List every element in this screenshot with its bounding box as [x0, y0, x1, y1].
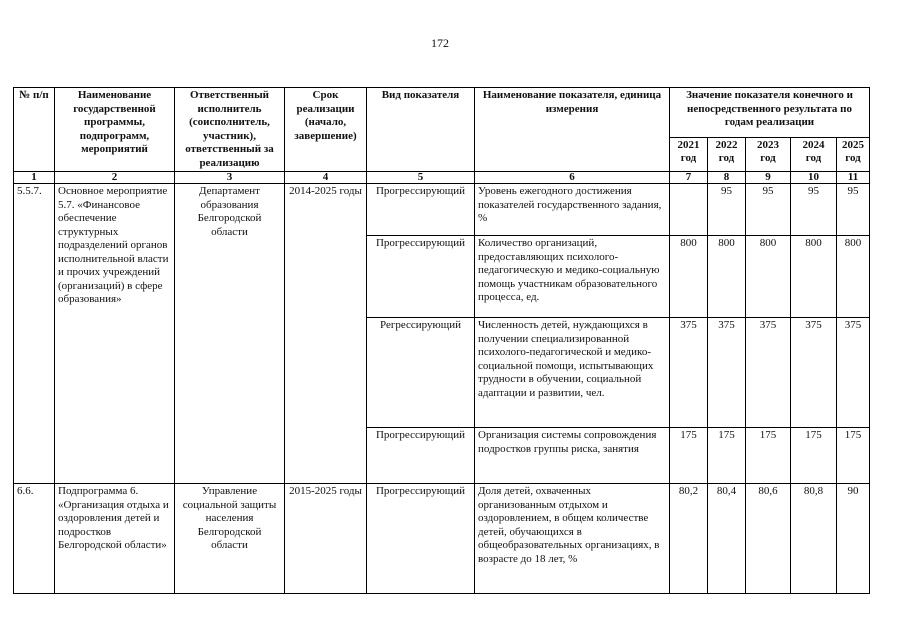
- value-2021: [670, 184, 708, 236]
- value-2025: 375: [837, 318, 870, 428]
- header-number: № п/п: [14, 88, 55, 172]
- column-number: 10: [791, 172, 837, 184]
- indicator-type: Прогрессирующий: [367, 184, 475, 236]
- value-2024: 95: [791, 184, 837, 236]
- header-period: Срок реализации (начало, завершение): [285, 88, 367, 172]
- header-year: 2025 год: [837, 137, 870, 171]
- column-number: 8: [708, 172, 746, 184]
- column-number: 5: [367, 172, 475, 184]
- column-number: 4: [285, 172, 367, 184]
- value-2023: 80,6: [746, 484, 791, 594]
- value-2024: 175: [791, 428, 837, 484]
- indicator-name: Численность детей, нуждающихся в получении специализированной психолого-педагогической и медико-социальной помощи, испытывающих трудности в обучении, социальной адаптации и развитии, чел.: [475, 318, 670, 428]
- indicator-name: Доля детей, охваченных организованным отдыхом и оздоровлением, в общем количестве детей, обучающихся в общеобразовательных организациях, в возрасте до 18 лет, %: [475, 484, 670, 594]
- header-indicator-name: Наименование показателя, единица измерения: [475, 88, 670, 172]
- indicator-type: Регрессирующий: [367, 318, 475, 428]
- header-year: 2023 год: [746, 137, 791, 171]
- period: 2014-2025 годы: [285, 184, 367, 484]
- value-2022: 80,4: [708, 484, 746, 594]
- table-row: [14, 484, 870, 594]
- column-number: 6: [475, 172, 670, 184]
- value-2021: 175: [670, 428, 708, 484]
- value-2024: 375: [791, 318, 837, 428]
- value-2025: 90: [837, 484, 870, 594]
- column-number: 11: [837, 172, 870, 184]
- header-year: 2021 год: [670, 137, 708, 171]
- value-2025: 95: [837, 184, 870, 236]
- header-executor: Ответственный исполнитель (соисполнитель, участник), ответственный за реализацию: [175, 88, 285, 172]
- value-2023: 375: [746, 318, 791, 428]
- executor: Управление социальной защиты населения Белгородской области: [175, 484, 285, 594]
- header-program-name: Наименование государственной программы, подпрограмм, мероприятий: [55, 88, 175, 172]
- indicators-table: [13, 87, 870, 594]
- column-number: 7: [670, 172, 708, 184]
- column-number: 9: [746, 172, 791, 184]
- value-2024: 80,8: [791, 484, 837, 594]
- indicator-type: Прогрессирующий: [367, 236, 475, 318]
- header-indicator-type: Вид показателя: [367, 88, 475, 172]
- value-2021: 800: [670, 236, 708, 318]
- header-row: [14, 88, 870, 138]
- value-2021: 375: [670, 318, 708, 428]
- header-values: Значение показателя конечного и непосредственного результата по годам реализации: [670, 88, 870, 138]
- activity-name: Основное мероприятие 5.7. «Финансовое обеспечение структурных подразделений органов исполнительной власти и прочих учреждений (организаций) в сфере образования»: [55, 184, 175, 484]
- column-numbers-row: [14, 172, 870, 184]
- period: 2015-2025 годы: [285, 484, 367, 594]
- column-number: 3: [175, 172, 285, 184]
- row-number: 6.6.: [14, 484, 55, 594]
- column-number: 1: [14, 172, 55, 184]
- value-2022: 95: [708, 184, 746, 236]
- value-2023: 175: [746, 428, 791, 484]
- indicator-type: Прогрессирующий: [367, 484, 475, 594]
- indicator-name: Организация системы сопровождения подростков группы риска, занятия: [475, 428, 670, 484]
- value-2022: 175: [708, 428, 746, 484]
- value-2021: 80,2: [670, 484, 708, 594]
- value-2025: 800: [837, 236, 870, 318]
- value-2025: 175: [837, 428, 870, 484]
- header-year: 2024 год: [791, 137, 837, 171]
- row-number: 5.5.7.: [14, 184, 55, 484]
- page-number: 172: [431, 36, 449, 50]
- indicator-name: Количество организаций, предоставляющих психолого-педагогическую и медико-социальную помощь участникам образовательного процесса, ед.: [475, 236, 670, 318]
- value-2023: 95: [746, 184, 791, 236]
- table-row: [14, 184, 870, 236]
- value-2023: 800: [746, 236, 791, 318]
- executor: Департамент образования Белгородской области: [175, 184, 285, 484]
- indicator-type: Прогрессирующий: [367, 428, 475, 484]
- indicator-name: Уровень ежегодного достижения показателей государственного задания, %: [475, 184, 670, 236]
- value-2022: 800: [708, 236, 746, 318]
- column-number: 2: [55, 172, 175, 184]
- value-2022: 375: [708, 318, 746, 428]
- header-year: 2022 год: [708, 137, 746, 171]
- value-2024: 800: [791, 236, 837, 318]
- activity-name: Подпрограмма 6. «Организация отдыха и оздоровления детей и подростков Белгородской области»: [55, 484, 175, 594]
